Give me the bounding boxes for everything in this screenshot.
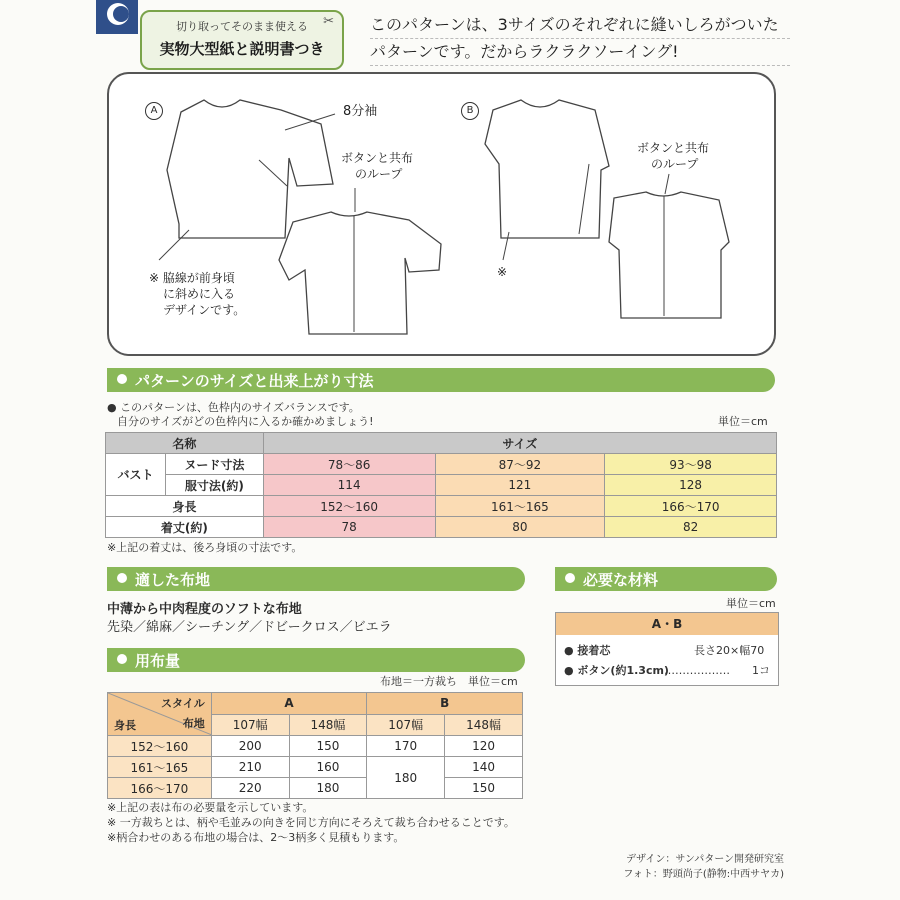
table-cell: 120 bbox=[445, 736, 523, 757]
a-button-label-1: ボタンと共布 bbox=[341, 151, 414, 165]
table-cell: 82 bbox=[605, 517, 777, 538]
b-button-label-2: のループ bbox=[651, 157, 699, 171]
table-cell: 210 bbox=[211, 757, 289, 778]
table-cell: 180 bbox=[289, 778, 367, 799]
header-fabric: 布地 bbox=[182, 717, 205, 730]
table-cell: 150 bbox=[445, 778, 523, 799]
a-button-label-2: のループ bbox=[355, 167, 403, 181]
material-item-2-dots: ……………… bbox=[664, 664, 730, 677]
credit-photo: フォト：野頭尚子(静物:中西サヤカ) bbox=[623, 869, 784, 880]
materials-unit: 単位＝cm bbox=[726, 597, 776, 610]
row-label: 152〜160 bbox=[108, 736, 212, 757]
table-row bbox=[106, 496, 777, 517]
pattern-badge bbox=[140, 10, 344, 70]
yardage-section-header bbox=[107, 648, 525, 672]
size-header-name: 名称 bbox=[106, 433, 264, 454]
table-row bbox=[106, 454, 777, 475]
yardage-section-title: 用布量 bbox=[135, 652, 181, 670]
table-cell: 140 bbox=[445, 757, 523, 778]
table-cell: 121 bbox=[435, 475, 605, 496]
fabric-section-header bbox=[107, 567, 525, 591]
fabric-line2: 先染／綿麻／シーチング／ドビークロス／ビエラ bbox=[107, 620, 392, 635]
row-label: 着丈(約) bbox=[106, 517, 264, 538]
bullet-icon bbox=[117, 654, 127, 664]
bullet-icon bbox=[565, 573, 575, 583]
headline bbox=[370, 12, 790, 66]
material-item-1: ● 接着芯 bbox=[564, 644, 611, 657]
style-a-back-icon bbox=[279, 212, 441, 334]
width-header: 148幅 bbox=[289, 714, 367, 736]
table-cell: 161〜165 bbox=[435, 496, 605, 517]
header-style: スタイル bbox=[160, 697, 205, 710]
table-cell: 180 bbox=[367, 757, 445, 799]
table-cell: 128 bbox=[605, 475, 777, 496]
garment-illustration-panel bbox=[107, 72, 776, 356]
b-note: ※ bbox=[497, 265, 508, 279]
size-intro-1: ● このパターンは、色枠内のサイズバランスです。 bbox=[107, 401, 360, 414]
table-row bbox=[108, 736, 523, 757]
row-label: 服寸法(約) bbox=[165, 475, 263, 496]
size-section-title: パターンのサイズと出来上がり寸法 bbox=[135, 372, 374, 390]
a-note-1: ※ 脇線が前身頃 bbox=[149, 271, 235, 285]
table-cell: 114 bbox=[263, 475, 435, 496]
fabric-line1: 中薄から中肉程度のソフトな布地 bbox=[107, 602, 302, 617]
table-row bbox=[106, 475, 777, 496]
row-label: 身長 bbox=[106, 496, 264, 517]
header-height: 身長 bbox=[114, 719, 136, 732]
fabric-section-title: 適した布地 bbox=[135, 571, 211, 589]
material-item-1-value: 長さ20×幅70 bbox=[694, 644, 765, 657]
size-header-size: サイズ bbox=[263, 433, 776, 454]
yardage-note-2: ※ 一方裁ちとは、柄や毛並みの向きを同じ方向にそろえて裁ち合わせることです。 bbox=[107, 816, 515, 829]
headline-line1: このパターンは、3サイズのそれぞれに縫いしろがついた bbox=[370, 12, 790, 39]
table-cell: 166〜170 bbox=[605, 496, 777, 517]
table-cell: 150 bbox=[289, 736, 367, 757]
bullet-icon bbox=[117, 573, 127, 583]
table-cell: 78〜86 bbox=[263, 454, 435, 475]
yardage-corner bbox=[108, 693, 212, 736]
table-cell: 200 bbox=[211, 736, 289, 757]
table-cell: 152〜160 bbox=[263, 496, 435, 517]
size-section-header bbox=[107, 368, 775, 392]
table-cell: 80 bbox=[435, 517, 605, 538]
scissors-icon: ✂ bbox=[323, 14, 334, 29]
materials-header: A・B bbox=[556, 613, 778, 635]
style-a-front-icon bbox=[167, 100, 333, 238]
yardage-table bbox=[107, 692, 523, 799]
a-note-3: デザインです。 bbox=[163, 303, 246, 317]
size-intro-2: 自分のサイズがどの色枠内に入るか確かめましょう! bbox=[117, 415, 374, 428]
material-item-2: ● ボタン(約1.3cm) bbox=[564, 664, 669, 677]
style-b-header: B bbox=[367, 693, 523, 715]
table-row bbox=[108, 757, 523, 778]
table-row bbox=[108, 778, 523, 799]
width-header: 148幅 bbox=[445, 714, 523, 736]
a-note-2: に斜めに入る bbox=[163, 287, 236, 301]
a-sleeve-label: 8分袖 bbox=[343, 104, 378, 119]
row-label: ヌード寸法 bbox=[165, 454, 263, 475]
headline-line2: パターンです。だからラクラクソーイング! bbox=[370, 39, 790, 66]
width-header: 107幅 bbox=[211, 714, 289, 736]
style-a-mark: A bbox=[145, 102, 163, 120]
style-b-back-icon bbox=[609, 192, 729, 318]
yardage-note-1: ※上記の表は布の必要量を示しています。 bbox=[107, 801, 314, 814]
materials-section-header bbox=[555, 567, 777, 591]
size-note: ※上記の着丈は、後ろ身頃の寸法です。 bbox=[107, 541, 303, 554]
table-cell: 93〜98 bbox=[605, 454, 777, 475]
credit-design: デザイン：サンパターン開発研究室 bbox=[626, 854, 784, 865]
row-label: 166〜170 bbox=[108, 778, 212, 799]
materials-section-title: 必要な材料 bbox=[583, 571, 659, 589]
size-table bbox=[105, 432, 777, 538]
badge-line2: 実物大型紙と説明書つき bbox=[159, 40, 325, 58]
style-b-mark: B bbox=[461, 102, 479, 120]
table-cell: 160 bbox=[289, 757, 367, 778]
bullet-icon bbox=[117, 374, 127, 384]
style-b-front-icon bbox=[485, 100, 609, 238]
yardage-info: 布地＝一方裁ち 単位＝cm bbox=[380, 675, 518, 688]
row-label: 161〜165 bbox=[108, 757, 212, 778]
table-cell: 78 bbox=[263, 517, 435, 538]
style-a-header: A bbox=[211, 693, 367, 715]
width-header: 107幅 bbox=[367, 714, 445, 736]
table-cell: 220 bbox=[211, 778, 289, 799]
bust-label: バスト bbox=[106, 454, 166, 496]
table-cell: 170 bbox=[367, 736, 445, 757]
badge-line1: 切り取ってそのまま使える bbox=[176, 20, 308, 33]
material-item-2-value: 1コ bbox=[752, 664, 770, 677]
size-unit: 単位＝cm bbox=[718, 415, 768, 428]
table-cell: 87〜92 bbox=[435, 454, 605, 475]
b-button-label-1: ボタンと共布 bbox=[637, 141, 710, 155]
table-row bbox=[106, 517, 777, 538]
brand-logo-icon bbox=[96, 0, 138, 34]
yardage-note-3: ※柄合わせのある布地の場合は、2〜3柄多く見積もります。 bbox=[107, 831, 405, 844]
materials-table bbox=[555, 612, 779, 686]
